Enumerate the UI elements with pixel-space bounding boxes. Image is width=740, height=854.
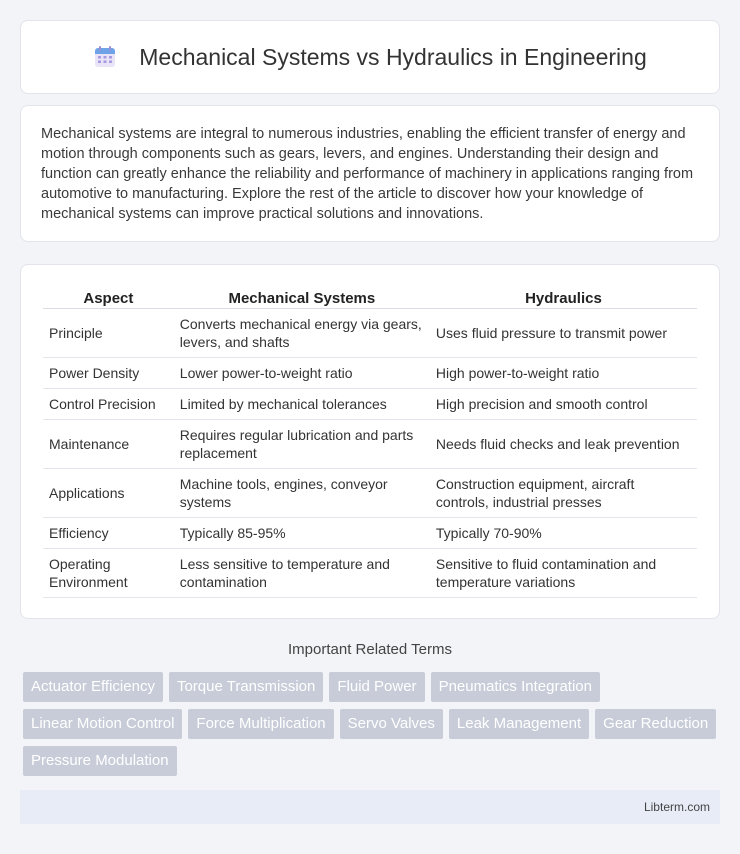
- table-row: [43, 389, 697, 420]
- table-cell: Efficiency: [43, 518, 174, 549]
- table-cell: Principle: [43, 309, 174, 358]
- tag-actuator-efficiency[interactable]: Actuator Efficiency: [23, 672, 163, 702]
- tag-pneumatics-integration[interactable]: Pneumatics Integration: [431, 672, 600, 702]
- table-row: [43, 518, 697, 549]
- table-header-row: [43, 285, 697, 309]
- column-header-aspect: Aspect: [43, 285, 174, 309]
- tag-torque-transmission[interactable]: Torque Transmission: [169, 672, 323, 702]
- tag-force-multiplication[interactable]: Force Multiplication: [188, 709, 333, 739]
- table-row: [43, 469, 697, 518]
- table-cell: Operating Environment: [43, 549, 174, 598]
- tag-pressure-modulation[interactable]: Pressure Modulation: [23, 746, 177, 776]
- related-terms-list: [23, 672, 723, 776]
- tag-servo-valves[interactable]: Servo Valves: [340, 709, 443, 739]
- table-cell: Needs fluid checks and leak prevention: [430, 420, 697, 469]
- table-cell: Applications: [43, 469, 174, 518]
- table-row: [43, 358, 697, 389]
- page-title: Mechanical Systems vs Hydraulics in Engineering: [139, 43, 647, 70]
- table-cell: Typically 70-90%: [430, 518, 697, 549]
- header-card: [20, 20, 720, 94]
- table-cell: Machine tools, engines, conveyor systems: [174, 469, 430, 518]
- table-cell: Control Precision: [43, 389, 174, 420]
- table-row: [43, 420, 697, 469]
- table-cell: High power-to-weight ratio: [430, 358, 697, 389]
- footer-site-link[interactable]: Libterm.com: [643, 800, 710, 814]
- table-cell: Lower power-to-weight ratio: [174, 358, 430, 389]
- table-row: [43, 309, 697, 358]
- intro-paragraph: Mechanical systems are integral to numerous industries, enabling the efficient transfer of energy and motion through components such as gears, levers, and engines. Understanding their design and function can greatly enhance the reliability and performance of machinery in applications ranging from automotive to manufacturing. Explore the rest of the article to discover how your knowledge of mechanical systems can improve practical solutions and innovations.: [41, 126, 694, 222]
- intro-card: [20, 105, 720, 242]
- column-header-mechanical: Mechanical Systems: [174, 285, 430, 309]
- table-cell: Less sensitive to temperature and contamination: [174, 549, 430, 598]
- table-cell: Construction equipment, aircraft controls, industrial presses: [430, 469, 697, 518]
- table-cell: Sensitive to fluid contamination and temperature variations: [430, 549, 697, 598]
- table-cell: Limited by mechanical tolerances: [174, 389, 430, 420]
- column-header-hydraulics: Hydraulics: [430, 285, 697, 309]
- related-terms-heading: Important Related Terms: [288, 641, 452, 658]
- footer: [20, 790, 720, 824]
- table-row: [43, 549, 697, 598]
- tag-leak-management[interactable]: Leak Management: [449, 709, 589, 739]
- table-cell: Uses fluid pressure to transmit power: [430, 309, 697, 358]
- calendar-icon: [93, 45, 117, 69]
- table-cell: Requires regular lubrication and parts replacement: [174, 420, 430, 469]
- table-cell: Maintenance: [43, 420, 174, 469]
- comparison-table: [43, 285, 697, 598]
- table-cell: High precision and smooth control: [430, 389, 697, 420]
- tag-fluid-power[interactable]: Fluid Power: [329, 672, 424, 702]
- table-cell: Converts mechanical energy via gears, levers, and shafts: [174, 309, 430, 358]
- comparison-table-card: [20, 264, 720, 619]
- tag-linear-motion-control[interactable]: Linear Motion Control: [23, 709, 182, 739]
- table-cell: Typically 85-95%: [174, 518, 430, 549]
- tag-gear-reduction[interactable]: Gear Reduction: [595, 709, 716, 739]
- table-cell: Power Density: [43, 358, 174, 389]
